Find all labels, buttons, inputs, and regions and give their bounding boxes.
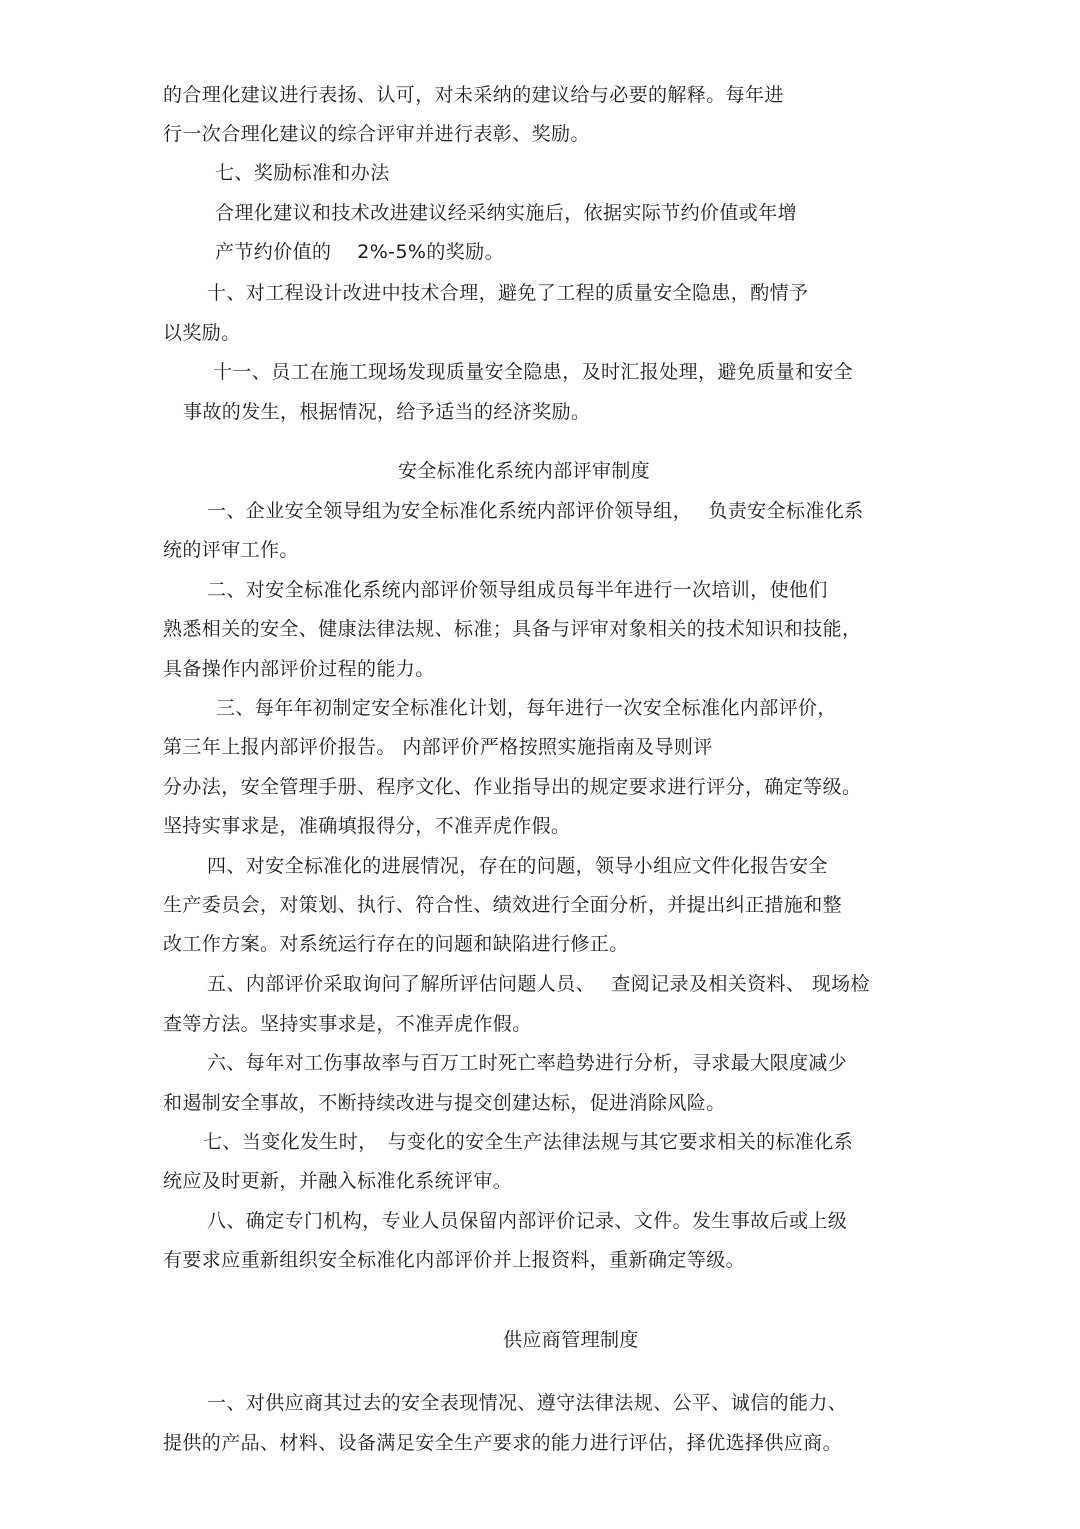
text-line: 查等方法。坚持实事求是，不准弄虎作假。 xyxy=(163,1013,532,1035)
section-title: 供应商管理制度 xyxy=(503,1329,639,1351)
text-line: 以奖励。 xyxy=(163,322,241,344)
text-line: 十一、员工在施工现场发现质量安全隐患，及时汇报处理，避免质量和安全 xyxy=(213,361,854,383)
text-line: 的合理化建议进行表扬、认可，对未采纳的建议给与必要的解释。每年进 xyxy=(163,84,784,106)
section-heading: 七、奖励标准和办法 xyxy=(215,162,390,184)
text-line: 一、对供应商其过去的安全表现情况、遵守法律法规、公平、诚信的能力、 xyxy=(207,1392,848,1414)
text-line: 行一次合理化建议的综合评审并进行表彰、奖励。 xyxy=(163,123,590,145)
text-line: 熟悉相关的安全、健康法律法规、标准；具备与评审对象相关的技术知识和技能， xyxy=(163,618,862,640)
text-line: 提供的产品、材料、设备满足安全生产要求的能力进行评估，择优选择供应商。 xyxy=(163,1432,843,1454)
text-line: 六、每年对工伤事故率与百万工时死亡率趋势进行分析，寻求最大限度减少 xyxy=(207,1052,848,1074)
text-line: 和遏制安全事故，不断持续改进与提交创建达标，促进消除风险。 xyxy=(163,1092,726,1114)
text-line: 四、对安全标准化的进展情况，存在的问题，领导小组应文件化报告安全 xyxy=(207,855,828,877)
text-line: 十、对工程设计改进中技术合理，避免了工程的质量安全隐患，酌情予 xyxy=(207,282,809,304)
text-line: 统应及时更新，并融入标准化系统评审。 xyxy=(163,1170,513,1192)
text-line: 具备操作内部评价过程的能力。 xyxy=(163,658,435,680)
text-line: 合理化建议和技术改进建议经采纳实施后，依据实际节约价值或年增 xyxy=(215,202,798,224)
text-line: 改工作方案。对系统运行存在的问题和缺陷进行修正。 xyxy=(163,933,629,955)
text-line: 坚持实事求是，准确填报得分，不准弄虎作假。 xyxy=(163,815,571,837)
text-line: 二、对安全标准化系统内部评价领导组成员每半年进行一次培训，使他们 xyxy=(207,579,828,601)
text-line: 事故的发生，根据情况，给予适当的经济奖励。 xyxy=(183,401,591,423)
text-line: 三、每年年初制定安全标准化计划，每年进行一次安全标准化内部评价， xyxy=(216,697,837,719)
text-line: 统的评审工作。 xyxy=(163,539,299,561)
section-title: 安全标准化系统内部评审制度 xyxy=(398,460,651,482)
text-line: 八、确定专门机构，专业人员保留内部评价记录、文件。发生事故后或上级 xyxy=(207,1210,848,1232)
text-line: 生产委员会，对策划、执行、符合性、绩效进行全面分析，并提出纠正措施和整 xyxy=(163,894,843,916)
text-line: 一、企业安全领导组为安全标准化系统内部评价领导组， 负责安全标准化系 xyxy=(207,500,864,522)
text-line: 五、内部评价采取询问了解所评估问题人员、 查阅记录及相关资料、 现场检 xyxy=(207,973,870,995)
text-line: 分办法，安全管理手册、程序文化、作业指导出的规定要求进行评分，确定等级。 xyxy=(163,776,862,798)
text-line: 第三年上报内部评价报告。 内部评价严格按照实施指南及导则评 xyxy=(163,736,713,758)
text-line: 产节约价值的 2%-5%的奖励。 xyxy=(215,241,504,263)
text-line: 有要求应重新组织安全标准化内部评价并上报资料，重新确定等级。 xyxy=(163,1249,746,1271)
text-line: 七、当变化发生时， 与变化的安全生产法律法规与其它要求相关的标准化系 xyxy=(203,1131,854,1153)
